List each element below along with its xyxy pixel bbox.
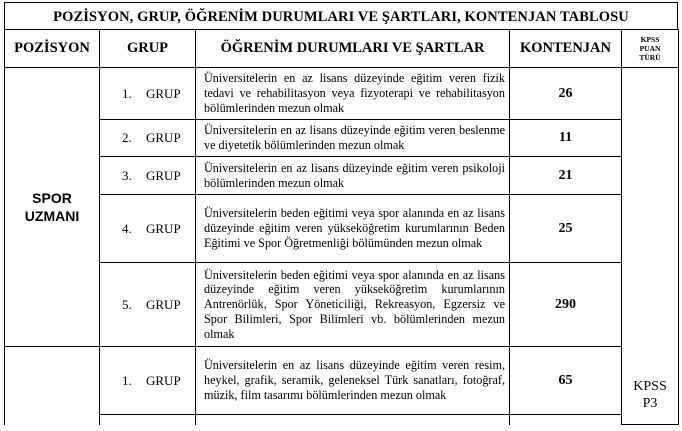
education-cell: Üniversitelerin beden eğitimi veya spor alanında en az lisans düzeyinde eğitim veren yükseköğretim kurumlarının Antrenörlük, Spor Yöneticiliği, Rekreasyon, Egzersiz ve Spor Bilimleri, Spor Bilimleri vb. bölümlerinden mezun olmak [196, 263, 510, 347]
group-label: GRUP [146, 372, 181, 388]
group-cell [100, 347, 196, 415]
group-cell [100, 120, 196, 157]
education-cell: Üniversitelerin en az lisans düzeyinde eğitim veren beslenme ve diyetetik bölümlerinden mezun olmak [196, 120, 510, 157]
quota-table [4, 29, 679, 425]
header-kpss-line2: PUAN [639, 44, 661, 53]
table-row [5, 195, 679, 263]
header-position: POZİSYON [5, 30, 100, 68]
quota-cell-cut [510, 415, 622, 425]
group-cell [100, 157, 196, 195]
table-title: POZİSYON, GRUP, ÖĞRENİM DURUMLARI VE ŞARTLARI, KONTENJAN TABLOSU [4, 2, 678, 30]
group-cell [100, 68, 196, 120]
quota-cell: 290 [510, 263, 622, 347]
position-cell-next [5, 347, 100, 425]
kpss-value-line1: KPSS [633, 379, 667, 394]
group-number: 2. [122, 130, 132, 145]
table-row [5, 120, 679, 157]
header-group: GRUP [100, 30, 196, 68]
header-quota: KONTENJAN [510, 30, 622, 68]
group-cell [100, 263, 196, 347]
group-cell [100, 195, 196, 263]
group-cell-cut [100, 415, 196, 425]
group-number: 3. [122, 167, 132, 183]
header-row [5, 30, 679, 68]
table-row [5, 263, 679, 347]
table-row [5, 68, 679, 120]
education-cell: Üniversitelerin en az lisans düzeyinde eğitim veren psikoloji bölümlerinden mezun olmak [196, 157, 510, 195]
quota-table-sheet [4, 2, 678, 425]
group-number: 1. [122, 85, 132, 101]
quota-cell: 11 [510, 120, 622, 157]
kpss-value-line2: P3 [642, 396, 658, 411]
header-kpss-score-type [622, 30, 679, 68]
header-kpss-line3: TÜRÜ [639, 53, 661, 62]
education-cell-cut [196, 415, 510, 425]
kpss-score-type-cell [622, 68, 679, 425]
quota-cell: 25 [510, 195, 622, 263]
table-row [5, 157, 679, 195]
table-row [5, 347, 679, 415]
quota-cell: 26 [510, 68, 622, 120]
header-education: ÖĞRENİM DURUMLARI VE ŞARTLAR [196, 30, 510, 68]
education-cell: Üniversitelerin en az lisans düzeyinde eğitim veren resim, heykel, grafik, seramik, geleneksel Türk sanatları, fotoğraf, müzik, film tasarımı bölümlerinden mezun olmak [196, 347, 510, 415]
position-line1: SPOR [32, 190, 72, 206]
quota-cell: 21 [510, 157, 622, 195]
header-kpss-line1: KPSS [640, 35, 660, 44]
group-label: GRUP [146, 296, 181, 312]
position-cell [5, 68, 100, 347]
group-label: GRUP [146, 220, 181, 236]
quota-cell: 65 [510, 347, 622, 415]
group-number: 1. [122, 372, 132, 388]
group-label: GRUP [146, 167, 181, 183]
group-number: 4. [122, 220, 132, 236]
group-number: 5. [122, 296, 132, 312]
table-row-cut [5, 415, 679, 425]
group-label: GRUP [146, 130, 181, 145]
group-label: GRUP [146, 85, 181, 101]
position-line2: UZMANI [24, 208, 80, 224]
education-cell: Üniversitelerin beden eğitimi veya spor alanında en az lisans düzeyinde eğitim veren yükseköğretim kurumlarının Beden Eğitimi ve Spor Öğretmenliği bölümünden mezun olmak [196, 195, 510, 263]
education-cell: Üniversitelerin en az lisans düzeyinde eğitim veren fizik tedavi ve rehabilitasyon veya fizyoterapi ve rehabilitasyon bölümlerinden mezun olmak [196, 68, 510, 120]
